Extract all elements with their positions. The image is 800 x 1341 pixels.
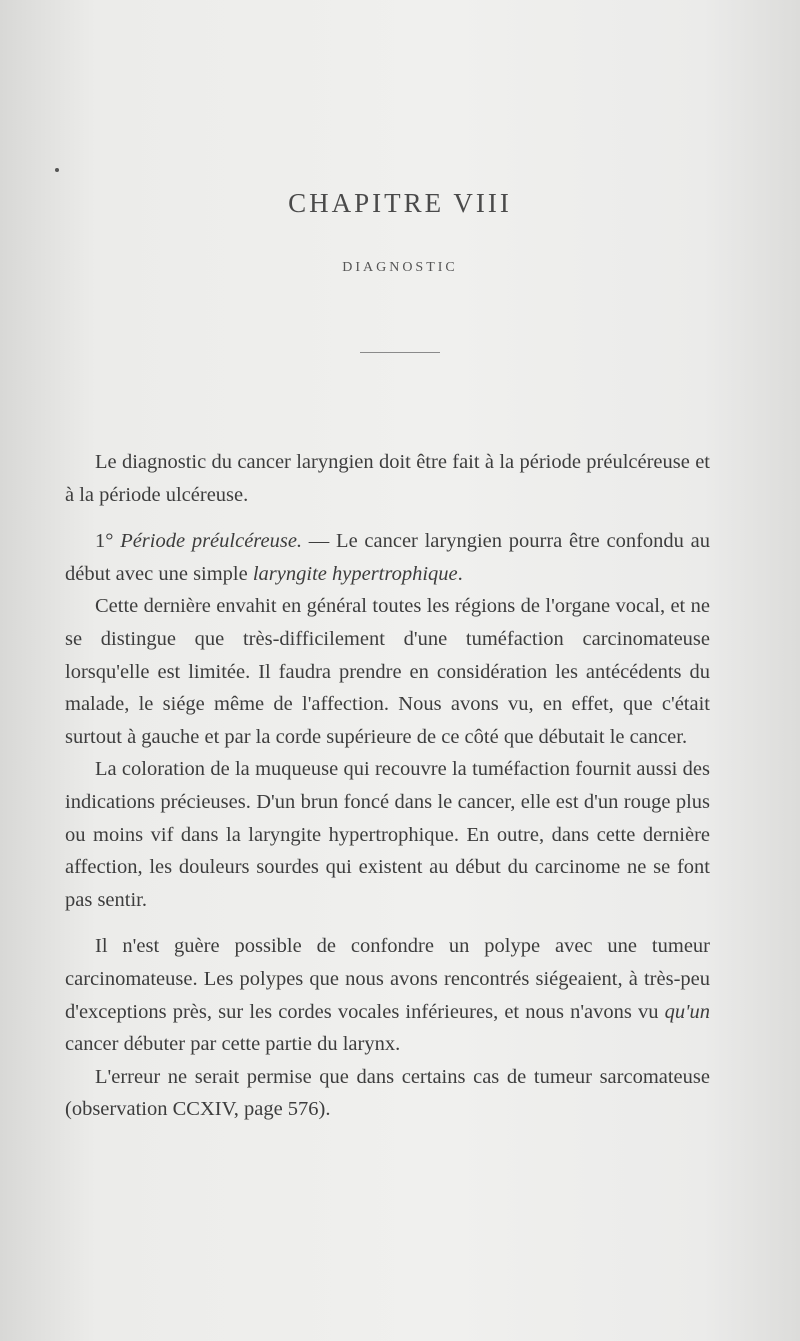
emphasis-term: qu'un	[664, 1000, 710, 1023]
paragraph-intro	[65, 446, 710, 511]
paragraph-periode-preulcereuse	[65, 525, 710, 590]
paragraph-text: Cette dernière envahit en général toutes les régions de l'organe vocal, et ne se distingue que très-difficilement d'une tuméfaction carcinomateuse lorsqu'elle est limitée. Il faudra prendre en considération les antécédents du malade, le siége même de l'affection. Nous avons vu, en effet, que c'était surtout à gauche et par la corde supérieure de ce côté que débutait le cancer.	[65, 595, 710, 748]
section-rule	[360, 352, 440, 353]
paragraph-text: — Le cancer laryngien pourra être confondu au début avec une simple	[65, 530, 710, 585]
section-heading: Période préulcéreuse.	[120, 530, 303, 553]
paragraph-text: L'erreur ne serait permise que dans certains cas de tumeur sarcomateuse (observation CCXIV, page 576).	[65, 1065, 710, 1121]
paragraph-text: Il n'est guère possible de confondre un polype avec une tumeur carcinomateuse. Les polypes que nous avons rencontrés siégeaient, à très-peu d'exceptions près, sur les cordes vocales inférieures, et nous n'avons vu	[65, 935, 710, 1023]
paragraph-text: La coloration de la muqueuse qui recouvre la tuméfaction fournit aussi des indications précieuses. D'un brun foncé dans le cancer, elle est d'un rouge plus ou moins vif dans la laryngite hypertrophique. En outre, dans cette dernière affection, les douleurs sourdes qui existent au début du carcinome ne se font pas sentir.	[65, 758, 710, 911]
paragraph-coloration	[65, 753, 710, 916]
ink-speck	[55, 168, 59, 172]
section-number: 1°	[95, 530, 121, 553]
chapter-title: CHAPITRE VIII	[288, 188, 512, 218]
paragraph-erreur	[65, 1061, 710, 1126]
paragraph-polype	[65, 930, 710, 1060]
paragraph-text: Le diagnostic du cancer laryngien doit être fait à la période préulcéreuse et à la période ulcéreuse.	[65, 451, 710, 506]
paragraph-laryngite	[65, 590, 710, 753]
emphasis-term: laryngite hypertrophique	[252, 562, 458, 585]
paragraph-text: cancer débuter par cette partie du larynx.	[65, 1033, 401, 1056]
chapter-subtitle: DIAGNOSTIC	[342, 260, 458, 275]
paragraph-end: .	[457, 562, 463, 585]
chapter-body	[65, 446, 710, 1126]
